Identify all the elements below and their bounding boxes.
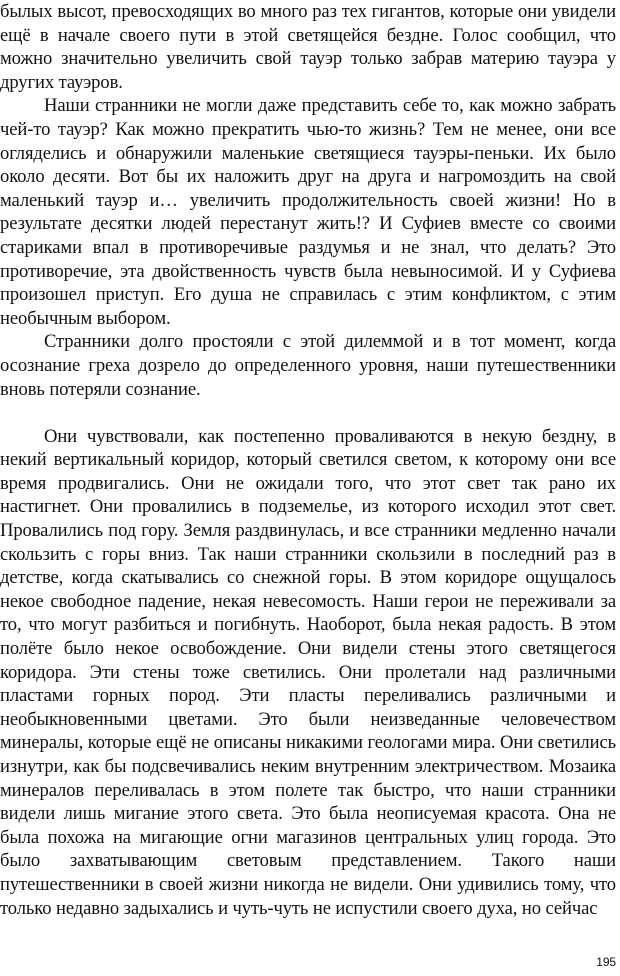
paragraph-1: былых высот, превосходящих во много раз тех гигантов, которые они увидели ещё в начале своего пути в этой светящейся бездне. Голос сообщил, что можно значительно увеличить свой тауэр только забрав материю тауэра у других тауэров. xyxy=(0,1,616,93)
paragraph-4: Они чувствовали, как постепенно проваливаются в некую бездну, в некий вертикальный коридор, который светился светом, к которому они все время продвигались. Они не ожидали того, что этот свет так рано их настигнет. Они провалились в подземелье, из которого исходил этот свет. Провалились под гору. Земля раздвинулась, и все странники медленно начали скользить с горы вниз. Так наши странники скользили в последний раз в детстве, когда скатывались со снежной горы. В этом коридоре ощущалось некое свободное падение, некая невесомость. Наши герои не переживали за то, что могут разбиться и погибнуть. Наоборот, была некая радость. В этом полёте было некое освобождение. Они видели стены этого светящегося коридора. Эти стены тоже светились. Они пролетали над различными пластами горных пород. Эти пласты переливались различными и необыкновенными цветами. Это были неизведанные человечеством минералы, которые ещё не описаны никакими геологами мира. Они светились изнутри, как бы подсвечивались неким внутренним электричеством. Мозаика минералов переливалась в этом полете так быстро, что наши странники видели лишь мигание этого света. Это была неописуемая красота. Она не была похожа на мигающие огни магазинов центральных улиц города. Это было захватывающим световым представлением. Такого наши путешественники в своей жизни никогда не видели. Они удивились тому, что только недавно задыхались и чуть-чуть не испустили своего духа, но сейчас xyxy=(0,425,616,919)
section-break xyxy=(0,401,616,425)
page-number: 195 xyxy=(596,955,616,969)
paragraph-2: Наши странники не могли даже представить себе то, как можно забрать чей-то тауэр? Как можно прекратить чью-то жизнь? Тем не менее, они все огляделись и обнаружили маленькие светящиеся тауэры-пеньки. Их было около десяти. Вот бы их наложить друг на друга и нагромоздить на свой маленький тауэр и… увеличить продолжительность своей жизни! Но в результате десятки людей перестанут жить!? И Суфиев вместе со своими стариками впал в противоречивые раздумья и не знал, что делать? Это противоречие, эта двойственность чувств была невыносимой. И у Суфиева произошел приступ. Его душа не справилась с этим конфликтом, с этим необычным выбором. xyxy=(0,95,616,329)
paragraph-3: Странники долго простояли с этой дилеммой и в тот момент, когда осознание греха дозрело до определенного уровня, наши путешественники вновь потеряли сознание. xyxy=(0,331,616,400)
